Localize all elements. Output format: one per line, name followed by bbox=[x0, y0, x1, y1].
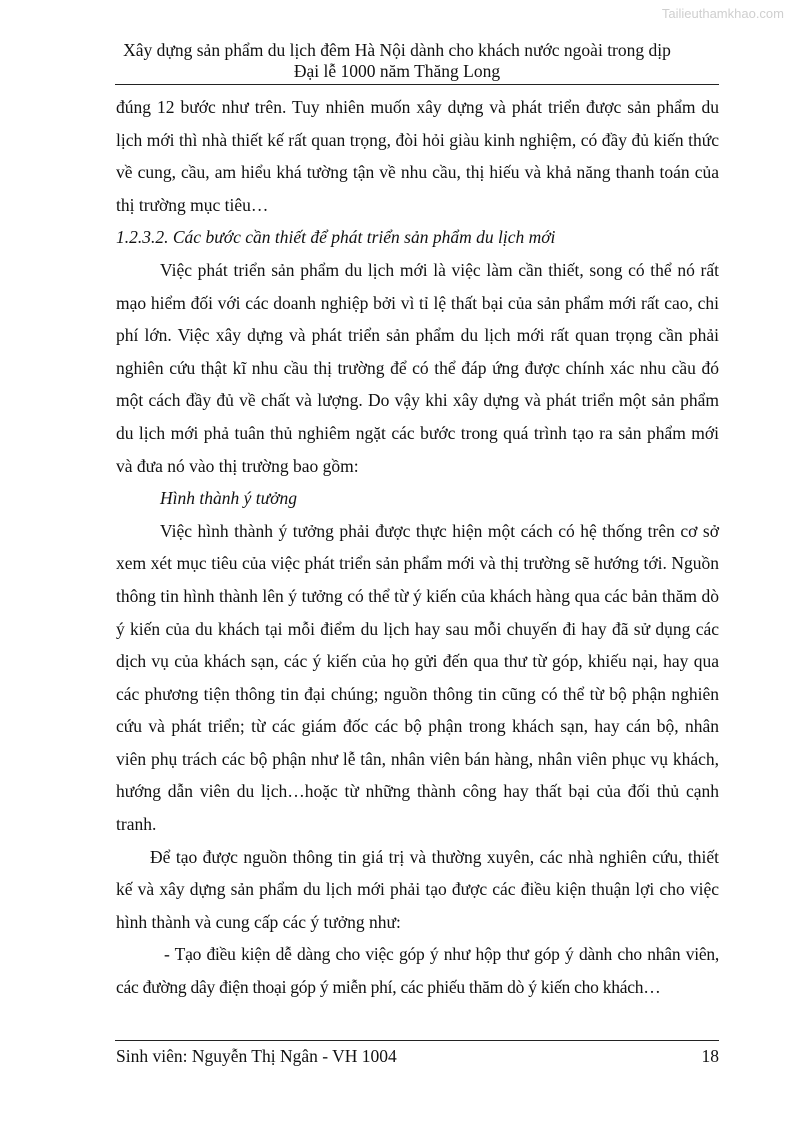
list-item-suggestion: - Tạo điều kiện dễ dàng cho việc góp ý như hộp thư góp ý dành cho nhân viên, các đường dây điện thoại góp ý miễn phí, các phiếu thăm dò ý kiến cho khách… bbox=[116, 944, 719, 998]
header-divider bbox=[115, 84, 719, 85]
page-footer bbox=[116, 1046, 719, 1067]
watermark: Tailieuthamkhao.com bbox=[661, 6, 784, 21]
paragraph-continuation: đúng 12 bước như trên. Tuy nhiên muốn xây dựng và phát triển được sản phẩm du lịch mới thì nhà thiết kế rất quan trọng, đòi hỏi giàu kinh nghiệm, có đầy đủ kiến thức về cung, cầu, am hiểu khá tường tận về nhu cầu, thị hiếu và khả năng thanh toán của thị trường mục tiêu… bbox=[116, 97, 719, 215]
header-title-line-2: Đại lễ 1000 năm Thăng Long bbox=[293, 61, 501, 81]
subheading: Hình thành ý tưởng bbox=[160, 488, 298, 509]
footer-divider bbox=[115, 1040, 719, 1041]
page-number: 18 bbox=[701, 1046, 719, 1066]
footer-student: Sinh viên: Nguyễn Thị Ngân - VH 1004 bbox=[116, 1046, 397, 1066]
paragraph-intro: Việc phát triển sản phẩm du lịch mới là việc làm cần thiết, song có thể nó rất mạo hiểm đối với các doanh nghiệp bởi vì tỉ lệ thất bại của sản phẩm mới rất cao, chi phí lớn. Việc xây dựng và phát triển sản phẩm du lịch mới rất quan trọng cần phải nghiên cứu thật kĩ nhu cầu thị trường để có thể đáp ứng được chính xác nhu cầu đó một cách đầy đủ về chất và lượng. Do vậy khi xây dựng và phát triển một sản phẩm du lịch mới phả tuân thủ nghiêm ngặt các bước trong quá trình tạo ra sản phẩm mới và đưa nó vào thị trường bao gồm: bbox=[116, 259, 719, 476]
header-title-line-1: Xây dựng sản phẩm du lịch đêm Hà Nội dành cho khách nước ngoài trong dịp bbox=[123, 40, 671, 60]
paragraph-idea-formation: Việc hình thành ý tưởng phải được thực hiện một cách có hệ thống trên cơ sở xem xét mục tiêu của việc phát triển sản phẩm mới và thị trường sẽ hướng tới. Nguồn thông tin hình thành lên ý tưởng có thể từ ý kiến của khách hàng qua các bản thăm dò ý kiến của du khách tại mỗi điểm du lịch hay sau mỗi chuyến đi hay đã sử dụng các dịch vụ của khách sạn, các ý kiến của họ gửi đến qua thư từ góp, khiếu nại, hay qua các phương tiện thông tin đại chúng; nguồn thông tin cũng có thể từ bộ phận nghiên cứu và phát triển; từ các giám đốc các bộ phận trong khách sạn, hay cán bộ, nhân viên phụ trách các bộ phận như lễ tân, nhân viên bán hàng, nhân viên phục vụ khách, hướng dẫn viên du lịch…hoặc từ những thành công hay thất bại của đối thủ cạnh tranh. bbox=[116, 520, 719, 835]
paragraph-information-sources: Để tạo được nguồn thông tin giá trị và thường xuyên, các nhà nghiên cứu, thiết kế và xây dựng sản phẩm du lịch mới phải tạo được các điều kiện thuận lợi cho việc hình thành và cung cấp các ý tưởng như: bbox=[116, 846, 719, 932]
document-body bbox=[116, 91, 719, 1004]
section-heading: 1.2.3.2. Các bước cần thiết để phát triển sản phẩm du lịch mới bbox=[116, 227, 556, 248]
page-header bbox=[0, 40, 794, 82]
